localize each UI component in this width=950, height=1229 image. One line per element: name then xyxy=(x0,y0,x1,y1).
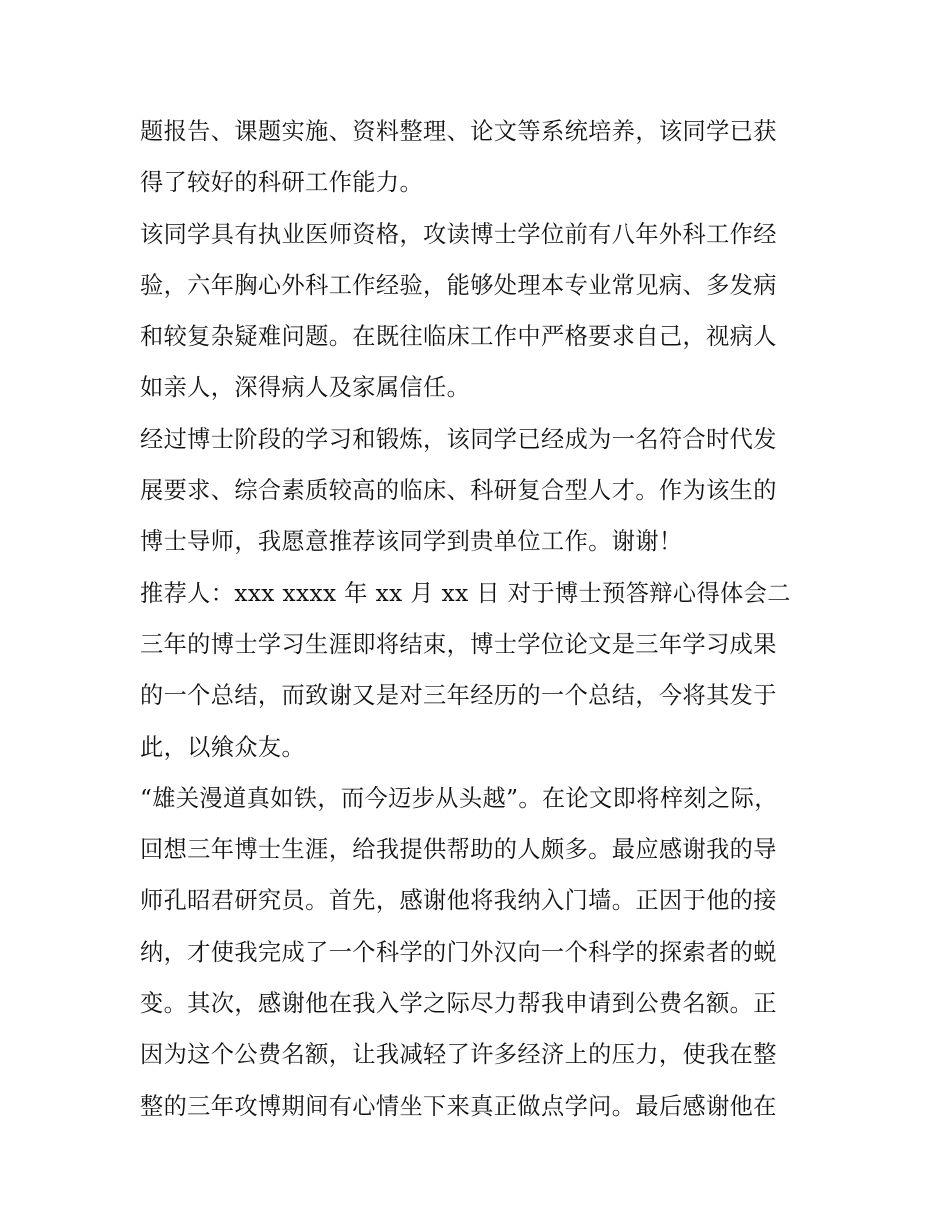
text-line: 纳，才使我完成了一个科学的门外汉向一个科学的探索者的蜕 xyxy=(140,938,777,966)
text-line: 得了较好的科研工作能力。 xyxy=(140,169,424,197)
text-line: 该同学具有执业医师资格，攻读博士学位前有八年外科工作经 xyxy=(140,220,777,248)
text-line: 此，以飨众友。 xyxy=(140,733,306,761)
text-line: 展要求、综合素质较高的临床、科研复合型人才。作为该生的 xyxy=(140,477,777,505)
text-line: 验，六年胸心外科工作经验，能够处理本专业常见病、多发病 xyxy=(140,271,777,299)
text-line: 经过博士阶段的学习和锻炼，该同学已经成为一名符合时代发 xyxy=(140,425,777,453)
text-line: 变。其次，感谢他在我入学之际尽力帮我申请到公费名额。正 xyxy=(140,990,777,1018)
text-line: 师孔昭君研究员。首先，感谢他将我纳入门墙。正因于他的接 xyxy=(140,887,777,915)
text-line: 的一个总结，而致谢又是对三年经历的一个总结，今将其发于 xyxy=(140,682,777,710)
document-body xyxy=(140,106,830,1132)
text-line: 和较复杂疑难问题。在既往临床工作中严格要求自己，视病人 xyxy=(140,323,777,351)
text-line: 三年的博士学习生涯即将结束，博士学位论文是三年学习成果 xyxy=(140,630,777,658)
text-line: 博士导师，我愿意推荐该同学到贵单位工作。谢谢！ xyxy=(140,528,683,556)
text-line: “雄关漫道真如铁，而今迈步从头越”。在论文即将梓刻之际， xyxy=(140,784,778,812)
text-line: 整的三年攻博期间有心情坐下来真正做点学问。最后感谢他在 xyxy=(140,1092,777,1120)
text-line: 回想三年博士生涯，给我提供帮助的人颇多。最应感谢我的导 xyxy=(140,836,777,864)
text-line: 如亲人，深得病人及家属信任。 xyxy=(140,374,471,402)
text-line: 因为这个公费名额，让我减轻了许多经济上的压力，使我在整 xyxy=(140,1041,777,1069)
text-line: 推荐人：xxx xxxx 年 xx 月 xx 日 对于博士预答辩心得体会二 xyxy=(140,579,791,607)
text-line: 题报告、课题实施、资料整理、论文等系统培养，该同学已获 xyxy=(140,118,777,145)
